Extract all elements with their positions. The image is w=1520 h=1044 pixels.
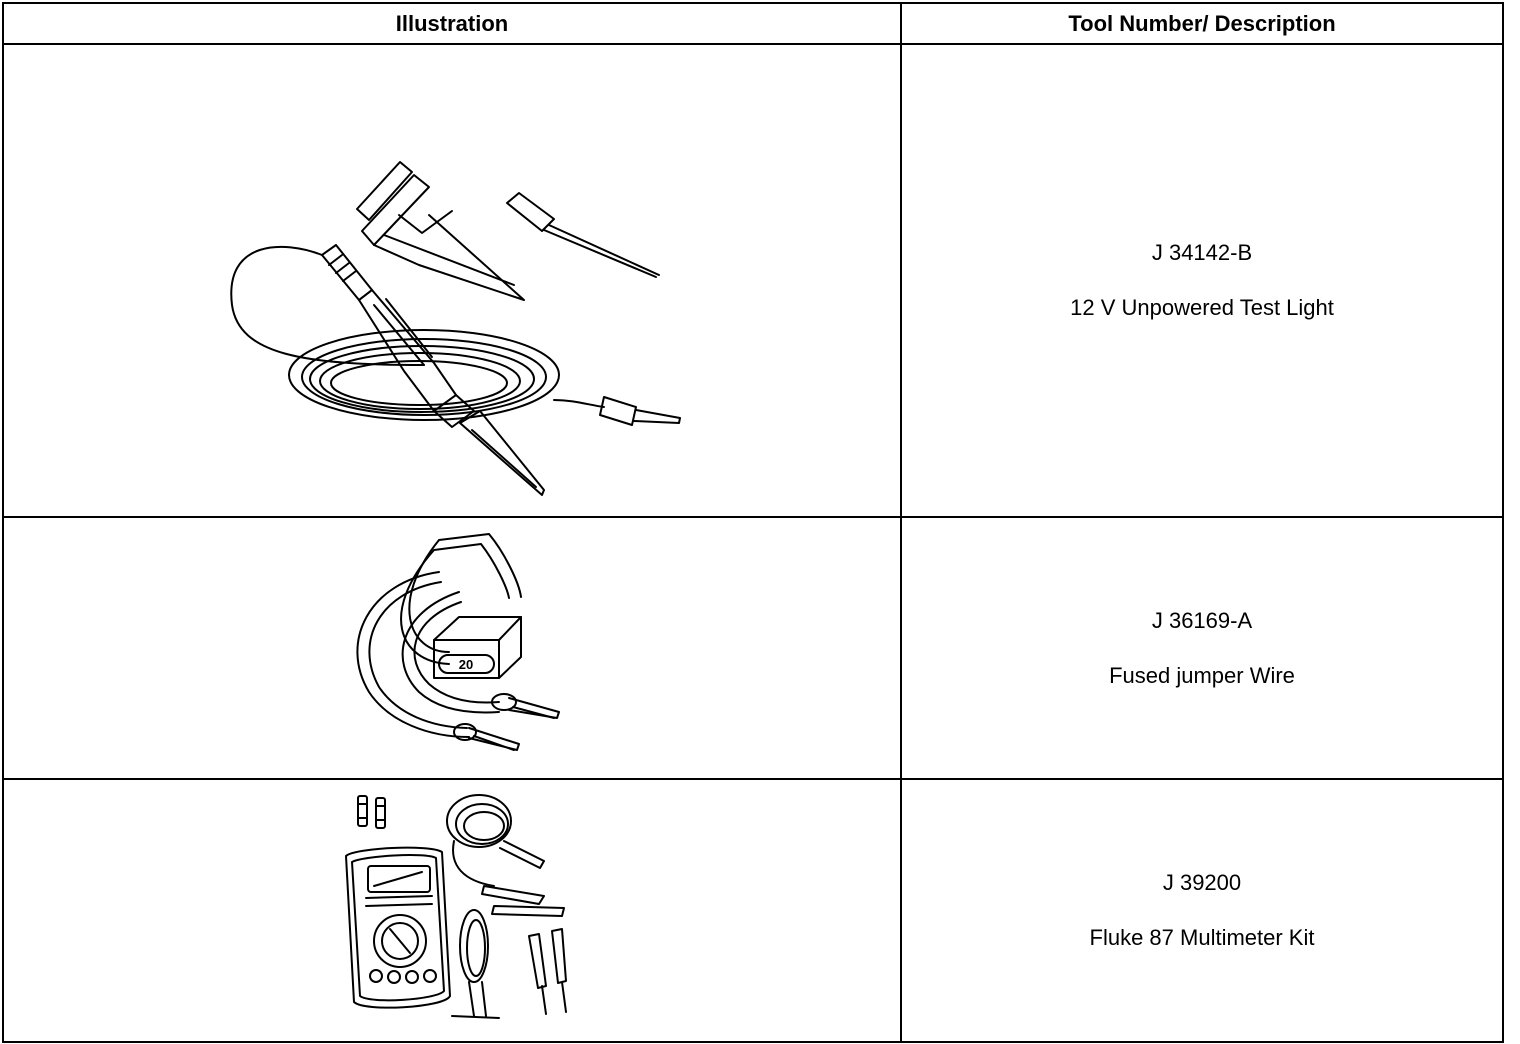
tool-number: J 36169-A — [1151, 607, 1253, 633]
tool-description: 12 V Unpowered Test Light — [1070, 295, 1334, 320]
tool-description-cell — [901, 517, 1503, 779]
illustration-cell — [3, 44, 901, 517]
special-tools-table — [2, 2, 1504, 1043]
illustration-cell — [3, 517, 901, 779]
tool-number: J 34142-B — [1151, 240, 1253, 265]
table-row — [3, 517, 1503, 779]
tool-description-cell — [901, 779, 1503, 1042]
tool-description-cell — [901, 44, 1503, 517]
test-light-illustration — [224, 115, 694, 505]
table-row — [3, 44, 1503, 517]
tool-description: Fused jumper Wire — [1109, 662, 1295, 688]
table-row — [3, 779, 1503, 1042]
header-row — [3, 3, 1503, 44]
illustration-column-header: Illustration — [3, 3, 901, 44]
tool-number: J 39200 — [1162, 870, 1242, 895]
illustration-cell — [3, 779, 901, 1042]
tool-column-header: Tool Number/ Description — [901, 3, 1503, 44]
fuse-label: 20 — [458, 657, 474, 672]
multimeter-kit-illustration — [334, 786, 574, 1026]
tool-description: Fluke 87 Multimeter Kit — [1089, 925, 1315, 950]
fused-jumper-wire-illustration — [349, 532, 569, 762]
